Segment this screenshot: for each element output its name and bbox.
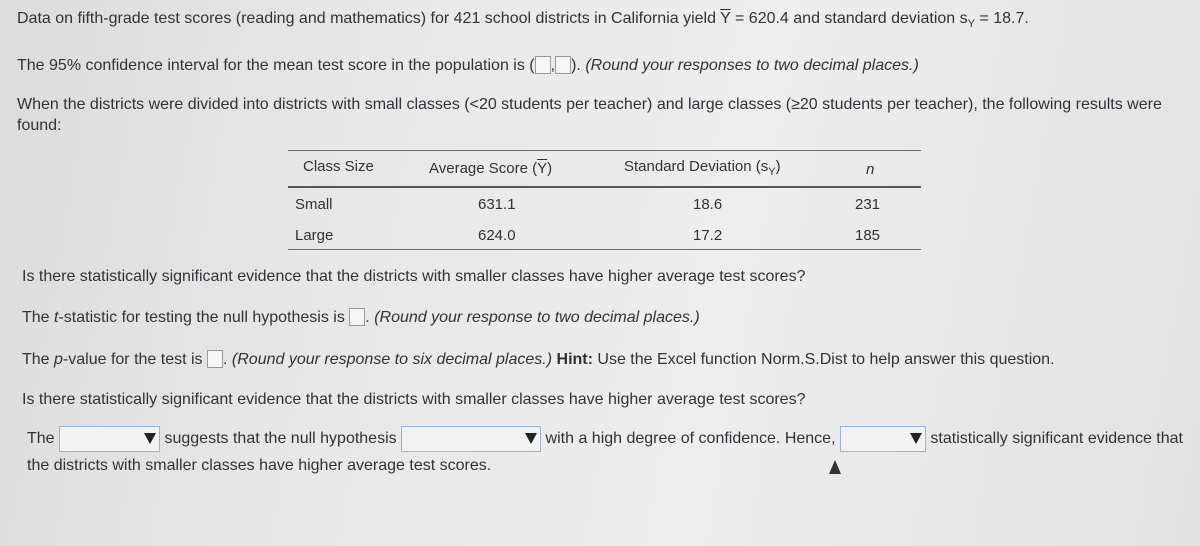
ci-suffix: ). [571,57,581,74]
conclusion-line: The suggests that the null hypothesis with a high degree of confidence. Hence, statistically significant evidence that [27,426,1183,452]
row-large-n: 185 [855,227,881,244]
tstat-input[interactable] [349,308,365,326]
pvalue-hint: (Round your response to six decimal places.) [231,351,553,368]
conclusion-dropdown-1[interactable] [59,426,160,452]
row-small-sd: 18.6 [693,196,723,213]
tstat-hint: (Round your response to two decimal places.) [374,309,700,326]
table-header-rule [288,186,921,188]
row-small-avg: 631.1 [478,196,516,213]
ci-lower-input[interactable] [535,56,551,74]
ci-line [17,56,919,75]
mean-text: = 620.4 and standard deviation s [735,10,968,27]
question-1: Is there statistically significant evidence that the districts with smaller classes have higher average test scores? [22,268,806,285]
table-top-rule [288,150,921,151]
chevron-down-icon [144,433,156,444]
ybar-symbol: $\overline{Y}$ [720,10,731,27]
row-small-class-size: Small [295,196,333,213]
mouse-cursor-icon [829,460,841,474]
sd-text: = 18.7. [979,10,1029,27]
row-small-n: 231 [855,196,881,213]
row-large-sd: 17.2 [693,227,723,244]
ci-hint: (Round your responses to two decimal places.) [585,57,919,74]
pvalue-line: The p-value for the test is . (Round your response to six decimal places.) Hint: Use the Excel function Norm.S.Dist to help answer this question. [22,351,1055,368]
header-standard-deviation: Standard Deviation $(s_Y)$ [624,158,781,178]
ci-upper-input[interactable] [555,56,571,74]
division-line2: found: [17,117,62,134]
sd-subscript: Y [967,18,975,30]
conclusion-dropdown-3[interactable] [840,426,926,452]
header-n: n [866,161,875,178]
ci-prefix: The 95% confidence interval for the mean test score in the population is ( [17,57,535,74]
chevron-down-icon [910,433,922,444]
conclusion-dropdown-2[interactable] [401,426,541,452]
question-2: Is there statistically significant evidence that the districts with smaller classes have higher average test scores? [22,391,806,408]
division-line1: When the districts were divided into districts with small classes (<20 students per teacher) and large classes (≥20 students per teacher), the following results were [17,96,1162,113]
table-bottom-rule [288,249,921,250]
intro-text [17,10,1029,30]
tstat-line: The t-statistic for testing the null hypothesis is . (Round your response to two decimal places.) [22,309,700,326]
header-class-size: Class Size [303,158,374,175]
row-large-class-size: Large [295,227,334,244]
pvalue-input[interactable] [207,350,223,368]
ci-comma: , [550,57,556,74]
row-large-avg: 624.0 [478,227,516,244]
conclusion-line2: the districts with smaller classes have higher average test scores. [27,457,492,474]
intro-prefix: Data on fifth-grade test scores (reading and mathematics) for 421 school districts in California yield [17,10,716,27]
chevron-down-icon [525,433,537,444]
header-average-score: Average Score $(\overline{Y})$ [429,160,553,177]
